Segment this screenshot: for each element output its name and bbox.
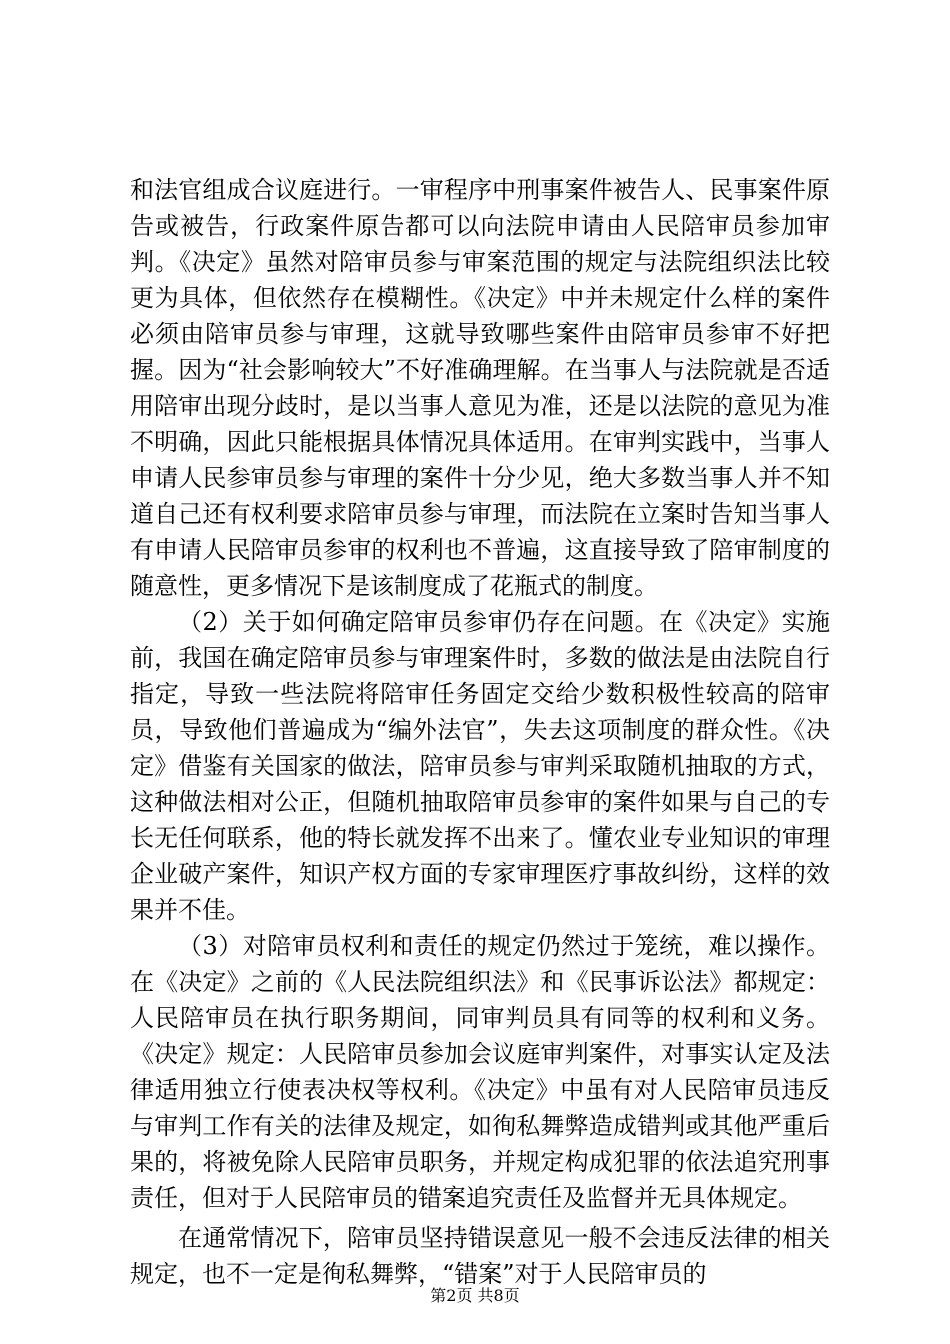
paragraph-closing: 在通常情况下，陪审员坚持错误意见一般不会违反法律的相关规定，也不一定是徇私舞弊，“错案”对于人民陪审员的 bbox=[130, 1224, 830, 1288]
paragraph-item-3: （3）对陪审员权利和责任的规定仍然过于笼统，难以操作。在《决定》之前的《人民法院组织法》和《民事诉讼法》都规定：人民陪审员在执行职务期间，同审判员具有同等的权利和义务。《决定》规定：人民陪审员参加会议庭审判案件，对事实认定及法律适用独立行使表决权等权利。《决定》中虽有对人民陪审员违反与审判工作有关的法律及规定，如徇私舞弊造成错判或其他严重后果的，将被免除人民陪审员职务，并规定构成犯罪的依法追究刑事责任，但对于人民陪审员的错案追究责任及监督并无具体规定。 bbox=[130, 932, 830, 1212]
page-footer: 第2页 共8页 bbox=[430, 1286, 520, 1305]
paragraph-continuation: 和法官组成合议庭进行。一审程序中刑事案件被告人、民事案件原告或被告，行政案件原告都可以向法院申请由人民陪审员参加审判。《决定》虽然对陪审员参与审案范围的规定与法院组织法比较更为具体，但依然存在模糊性。《决定》中并未规定什么样的案件必须由陪审员参与审理，这就导致哪些案件由陪审员参审不好把握。因为“社会影响较大”不好准确理解。在当事人与法院就是否适用陪审出现分歧时，是以当事人意见为准，还是以法院的意见为准不明确，因此只能根据具体情况具体适用。在审判实践中，当事人申请人民参审员参与审理的案件十分少见，绝大多数当事人并不知道自己还有权利要求陪审员参与审理，而法院在立案时告知当事人有申请人民陪审员参审的权利也不普遍，这直接导致了陪审制度的随意性，更多情况下是该制度成了花瓶式的制度。 bbox=[130, 176, 830, 600]
document-body bbox=[130, 172, 830, 1292]
paragraph-item-2: （2）关于如何确定陪审员参审仍存在问题。在《决定》实施前，我国在确定陪审员参与审理案件时，多数的做法是由法院自行指定，导致一些法院将陪审任务固定交给少数积极性较高的陪审员，导致他们普遍成为“编外法官”，失去这项制度的群众性。《决定》借鉴有关国家的做法，陪审员参与审判采取随机抽取的方式，这种做法相对公正，但随机抽取陪审员参审的案件如果与自己的专长无任何联系，他的特长就发挥不出来了。懂农业专业知识的审理企业破产案件，知识产权方面的专家审理医疗事故纠纷，这样的效果并不佳。 bbox=[130, 608, 830, 924]
